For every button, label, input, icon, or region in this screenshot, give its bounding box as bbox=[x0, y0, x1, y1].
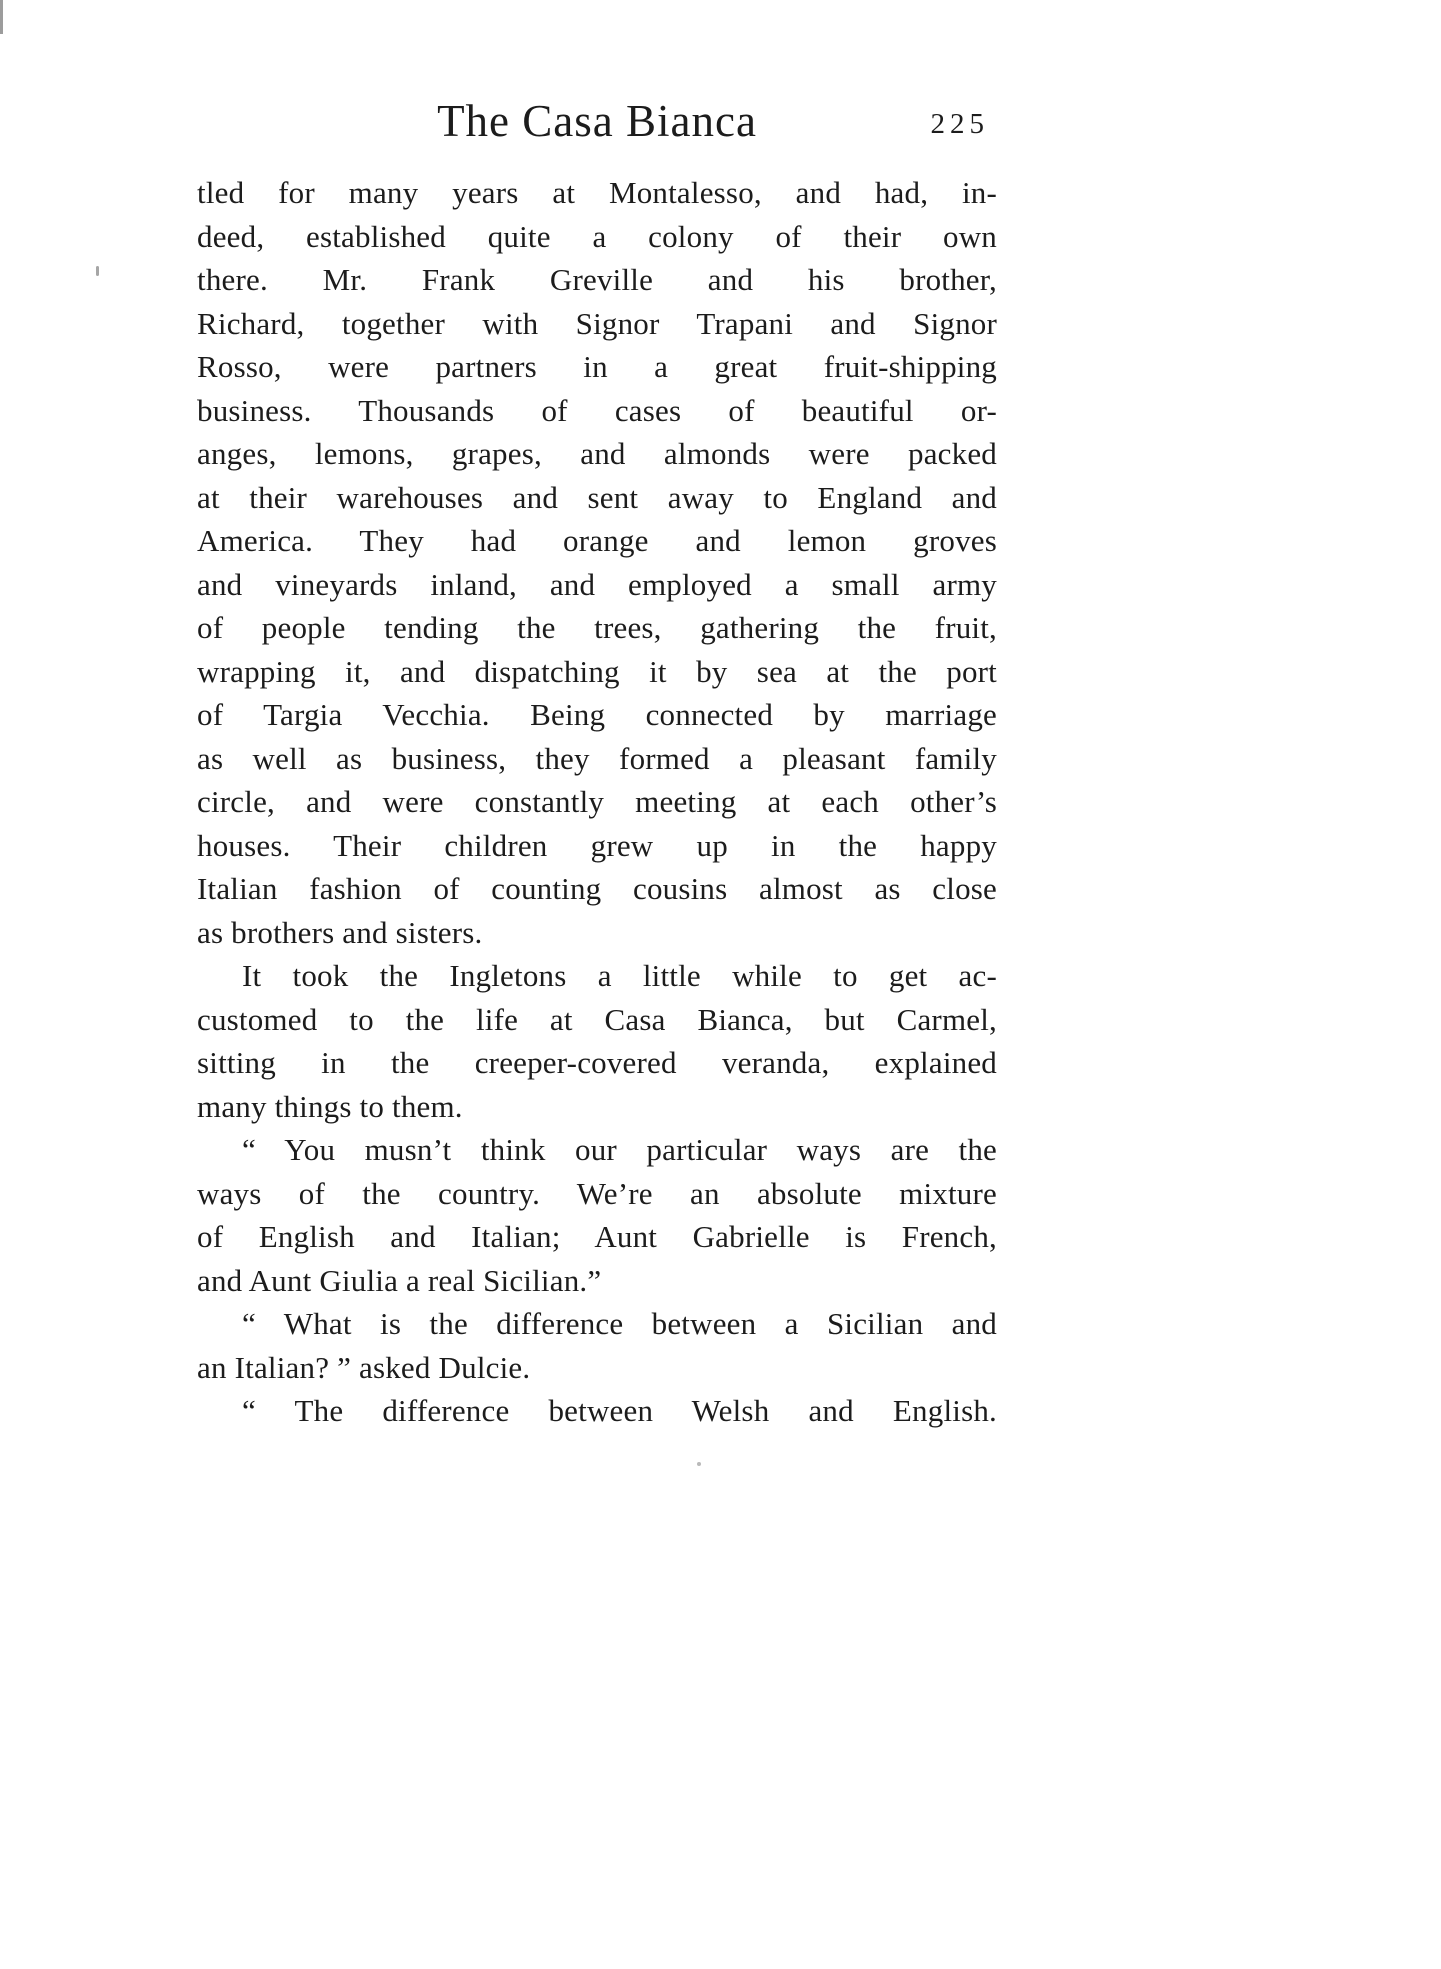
text-line: Richard, together with Signor Trapani and Signor bbox=[197, 305, 997, 341]
text-line: many things to them. bbox=[197, 1088, 463, 1124]
page-number: 225 bbox=[930, 108, 989, 140]
text-line: at their warehouses and sent away to England and bbox=[197, 479, 997, 515]
text-line: an Italian? ” asked Dulcie. bbox=[197, 1349, 531, 1385]
text-line: “ You musn’t think our particular ways are the bbox=[242, 1132, 997, 1167]
scan-artifact bbox=[697, 1462, 701, 1466]
page-title: The Casa Bianca bbox=[437, 96, 757, 146]
text-line: It took the Ingletons a little while to get ac- bbox=[242, 958, 997, 993]
text-line: of English and Italian; Aunt Gabrielle is French, bbox=[197, 1219, 997, 1254]
text-line: America. They had orange and lemon groves bbox=[197, 523, 997, 558]
text-line: “ The difference between Welsh and English. bbox=[242, 1393, 997, 1428]
text-line: and Aunt Giulia a real Sicilian.” bbox=[197, 1262, 602, 1298]
text-line: Italian fashion of counting cousins almost as close bbox=[197, 871, 997, 906]
page-body bbox=[197, 171, 997, 1433]
text-line: of Targia Vecchia. Being connected by marriage bbox=[197, 697, 997, 732]
text-line: as well as business, they formed a pleasant family bbox=[197, 740, 997, 776]
text-line: as brothers and sisters. bbox=[197, 914, 483, 950]
text-line: deed, established quite a colony of their own bbox=[197, 218, 997, 254]
text-line: anges, lemons, grapes, and almonds were packed bbox=[197, 436, 997, 471]
text-line: there. Mr. Frank Greville and his brother, bbox=[197, 262, 997, 297]
text-line: customed to the life at Casa Bianca, but Carmel, bbox=[197, 1001, 997, 1037]
text-line: of people tending the trees, gathering the fruit, bbox=[197, 610, 997, 645]
text-line: circle, and were constantly meeting at each other’s bbox=[197, 784, 997, 819]
text-line: sitting in the creeper-covered veranda, explained bbox=[197, 1045, 997, 1080]
text-line: Rosso, were partners in a great fruit-shipping bbox=[197, 349, 997, 384]
scan-artifact bbox=[0, 0, 3, 34]
text-line: “ What is the difference between a Sicilian and bbox=[242, 1306, 997, 1341]
text-line: and vineyards inland, and employed a small army bbox=[197, 566, 997, 602]
page-header bbox=[197, 90, 997, 152]
text-line: tled for many years at Montalesso, and had, in- bbox=[197, 175, 997, 210]
text-line: houses. Their children grew up in the happy bbox=[197, 827, 997, 863]
text-line: ways of the country. We’re an absolute mixture bbox=[197, 1175, 997, 1211]
text-line: wrapping it, and dispatching it by sea at the port bbox=[197, 653, 997, 689]
text-line: business. Thousands of cases of beautiful or- bbox=[197, 392, 997, 428]
scan-artifact bbox=[96, 266, 99, 276]
